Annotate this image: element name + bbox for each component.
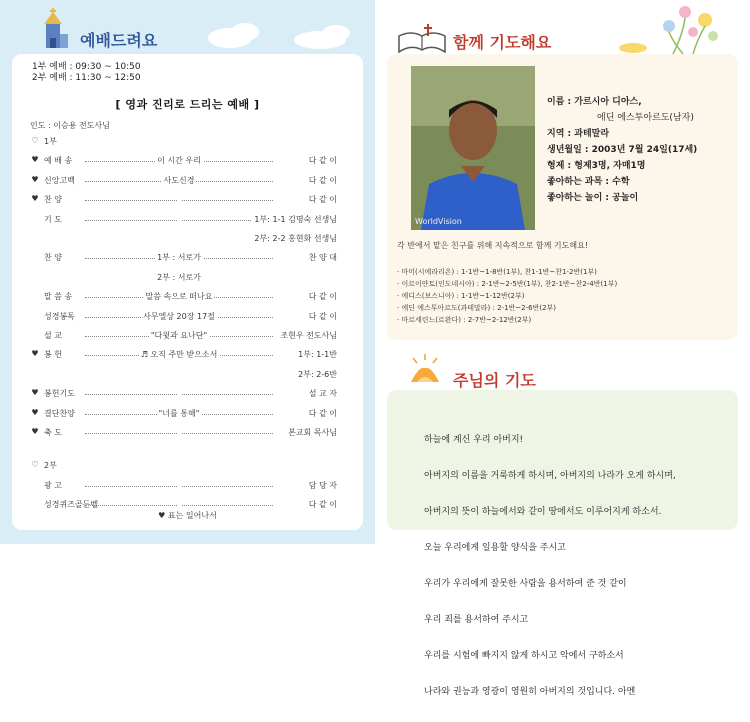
- row-content-text: 사무엘상 20장 17절: [143, 312, 215, 321]
- row-content: [85, 272, 273, 283]
- row-person: [247, 194, 337, 205]
- child-family: 형제 : 형제3명, 자매1명: [547, 161, 646, 171]
- prayer-line: 우리를 시험에 빠지지 않게 하시고 악에서 구하소서: [424, 651, 624, 661]
- row-content-text: 말씀 속으로 떠나요: [145, 292, 213, 301]
- bible-icon: [397, 24, 447, 56]
- standing-legend: ♥ 표는 일어나서: [158, 511, 217, 520]
- service-order-row: [12, 349, 363, 361]
- prayer-line: 하늘에 계신 우리 아버지!: [424, 435, 524, 445]
- row-content-text: 사도신경: [163, 176, 195, 185]
- row-content: [85, 388, 273, 397]
- service-time-2: 2부 예배 : 11:30 ~ 12:50: [32, 73, 141, 83]
- child-play: 좋아하는 놀이 : 공놀이: [547, 193, 639, 203]
- row-label: 찬 양: [44, 195, 62, 204]
- row-content: [85, 311, 273, 322]
- row-content-text: [177, 194, 181, 203]
- row-content-text: 2부 : 서로가: [157, 273, 201, 282]
- class-assignment: · 에딘 에스투아르도(과테말라) : 2-1반~2-6반(2부): [397, 304, 557, 312]
- service-order-row: [12, 194, 363, 206]
- row-person: [247, 499, 337, 510]
- row-content: [85, 499, 273, 508]
- prayer-line: 나라와 권능과 영광이 영원히 아버지의 것입니다. 아멘: [424, 687, 636, 697]
- praying-hands-icon: [405, 352, 445, 388]
- row-mark: ♥: [31, 349, 39, 358]
- row-content: [85, 330, 273, 341]
- lords-prayer-card: [387, 390, 738, 697]
- service-order-row: [12, 272, 363, 284]
- row-person-text: 본교회 목사님: [288, 428, 337, 437]
- row-label: 축 도: [44, 428, 62, 437]
- row-label: 말 씀 송: [44, 292, 73, 301]
- row-content: [85, 408, 273, 419]
- row-content-text: [177, 388, 181, 397]
- service-leader: 인도 : 이승용 전도사님: [30, 121, 110, 130]
- row-person-text: 1부: 1-1 김명숙 선생님: [254, 215, 337, 224]
- row-person: [247, 272, 337, 281]
- row-person: [247, 291, 337, 302]
- service-order-row: [12, 291, 363, 303]
- row-content-text: "다윗과 요나단": [150, 331, 208, 340]
- church-icon: [36, 8, 72, 50]
- service-order-row: [12, 460, 363, 472]
- row-content: [85, 194, 273, 203]
- row-person-text: 다 같 이: [308, 500, 337, 509]
- service-order-row: [12, 214, 363, 226]
- photo-watermark: WorldVision: [415, 217, 462, 226]
- worship-panel: [0, 0, 375, 544]
- lords-prayer-title: 주님의 기도: [453, 371, 536, 390]
- prayer-line: 아버지의 뜻이 하늘에서와 같이 땅에서도 이루어지게 하소서.: [424, 507, 662, 517]
- child-region: 지역 : 과테말라: [547, 129, 610, 139]
- service-order-row: [12, 408, 363, 420]
- row-person-text: 다 같 이: [308, 156, 337, 165]
- row-label: 봉 헌: [44, 350, 62, 359]
- class-assignment: · 이르이얀토(인도네시아) : 2-1반~2-5반(1부), 찬2-1반~찬2-4반(1부): [397, 280, 618, 288]
- row-content-text: [177, 499, 181, 508]
- row-label: 찬 양: [44, 253, 62, 262]
- row-person-text: 찬 양 대: [308, 253, 337, 262]
- row-person-text: 1부: 1-1반: [298, 350, 337, 359]
- row-person-text: 다 같 이: [308, 176, 337, 185]
- row-content-text: [177, 233, 181, 242]
- row-person: [247, 460, 337, 469]
- row-person-text: 2부: 2-6반: [298, 370, 337, 379]
- service-subtitle: [ 영과 진리로 드리는 예배 ]: [115, 98, 260, 111]
- row-mark: ♡: [31, 460, 39, 469]
- row-content: [85, 480, 273, 489]
- row-label: 2부: [44, 461, 57, 470]
- row-mark: ♥: [31, 194, 39, 203]
- child-name: 이름 : 가르시아 디아스,: [547, 97, 642, 107]
- child-birth: 생년월일 : 2003년 7월 24일(17세): [547, 145, 698, 155]
- row-person: [247, 175, 337, 186]
- row-mark: ♥: [31, 175, 39, 184]
- row-label: 설 교: [44, 331, 62, 340]
- row-content-text: [177, 369, 181, 378]
- service-order-row: [12, 155, 363, 167]
- row-mark: ♡: [31, 136, 39, 145]
- service-time-1: 1부 예배 : 09:30 ~ 10:50: [32, 62, 141, 72]
- row-content-text: [177, 427, 181, 436]
- child-subject: 좋아하는 과목 : 수학: [547, 177, 630, 187]
- service-order-row: [12, 427, 363, 439]
- prayer-line: 우리가 우리에게 잘못한 사람을 용서하여 준 것 같이: [424, 579, 627, 589]
- row-person-text: 담 당 자: [308, 481, 337, 490]
- row-person: [247, 480, 337, 491]
- prayer-request-title: 함께 기도해요: [453, 33, 552, 52]
- row-person-text: 다 같 이: [308, 292, 337, 301]
- row-person-text: 다 같 이: [308, 195, 337, 204]
- row-person: [247, 214, 337, 225]
- row-person: [247, 330, 337, 341]
- class-assignment: · 에디스(보스니아) : 1-1반~1-12반(2부): [397, 292, 525, 300]
- child-photo: [411, 66, 535, 230]
- row-person-text: 다 같 이: [308, 409, 337, 418]
- class-assignment: · 마미(시에라리온) : 1-1반~1-8반(1부), 찬1-1반~찬1-2반(1부): [397, 268, 597, 276]
- prayer-panel: [375, 0, 750, 697]
- row-content: [85, 175, 273, 186]
- flowers-icon: [613, 4, 723, 56]
- row-content-text: [177, 460, 181, 469]
- row-content: [85, 136, 273, 145]
- service-order-row: [12, 311, 363, 323]
- row-label: 기 도: [44, 215, 62, 224]
- row-person-text: 설 교 자: [308, 389, 337, 398]
- service-order-row: [12, 252, 363, 264]
- row-content: [85, 233, 273, 242]
- row-person: [247, 427, 337, 438]
- service-order-row: [12, 233, 363, 245]
- row-person: [247, 408, 337, 419]
- child-name-2: 에딘 에스투아르도(남자): [597, 113, 694, 123]
- class-assignments: [397, 266, 617, 326]
- row-person-text: 조현우 전도사님: [280, 331, 337, 340]
- row-person: [247, 311, 337, 322]
- row-label: 예 배 송: [44, 156, 73, 165]
- row-content-text: [177, 480, 181, 489]
- row-person: [247, 136, 337, 145]
- row-label: 광 고: [44, 481, 62, 490]
- row-label: 1부: [44, 137, 57, 146]
- row-label: 성경퀴즈골든벨: [44, 500, 99, 509]
- row-person: [247, 252, 337, 263]
- service-order-row: [12, 175, 363, 187]
- row-person: [247, 369, 337, 380]
- row-person: [247, 233, 337, 244]
- row-person: [247, 349, 337, 360]
- row-mark: ♥: [31, 408, 39, 417]
- row-label: 성경봉독: [44, 312, 75, 321]
- row-person-text: 다 같 이: [308, 312, 337, 321]
- service-order-row: [12, 480, 363, 492]
- row-person: [247, 388, 337, 399]
- prayer-line: 우리 죄를 용서하여 주시고: [424, 615, 529, 625]
- row-content-text: [177, 214, 181, 223]
- prayer-request-card: [387, 54, 738, 340]
- row-content: [85, 252, 273, 263]
- row-content: [85, 427, 273, 436]
- row-content-text: "너를 통해": [158, 409, 200, 418]
- service-order-row: [12, 136, 363, 148]
- order-of-service-card: [12, 54, 363, 530]
- service-order-row: [12, 369, 363, 381]
- service-order-row: [12, 330, 363, 342]
- row-content: [85, 460, 273, 469]
- service-order-row: [12, 388, 363, 400]
- row-label: 결단찬양: [44, 409, 75, 418]
- row-person-text: [335, 136, 337, 145]
- child-info: [547, 94, 697, 206]
- row-mark: ♥: [31, 388, 39, 397]
- row-person: [247, 155, 337, 166]
- lords-prayer-text: [424, 410, 676, 722]
- row-content-text: 이 시간 우리: [157, 156, 201, 165]
- row-content: [85, 291, 273, 302]
- row-mark: ♥: [31, 427, 39, 436]
- row-person-text: [335, 460, 337, 469]
- prayer-line: 오늘 우리에게 일용할 양식을 주시고: [424, 543, 566, 553]
- row-label: 봉헌기도: [44, 389, 75, 398]
- class-assignment: · 마르세린느(르완다) : 2-7반~2-12반(2부): [397, 316, 532, 324]
- row-content-text: 1부 : 서로가: [157, 253, 201, 262]
- row-mark: ♥: [31, 155, 39, 164]
- cloud-icon: [200, 20, 360, 50]
- service-times: [32, 62, 141, 84]
- row-person-text: 2부: 2-2 홍현화 선생님: [254, 234, 337, 243]
- row-content: [85, 369, 273, 378]
- row-person-text: [335, 272, 337, 281]
- row-content: [85, 155, 273, 166]
- row-content: [85, 214, 273, 223]
- row-content-text: ♬ 오직 주만 받으소서: [140, 350, 218, 359]
- worship-title: 예배드려요: [80, 31, 158, 50]
- row-label: 신앙고백: [44, 176, 75, 185]
- prayer-line: 아버지의 이름을 거룩하게 하시며, 아버지의 나라가 오게 하시며,: [424, 471, 676, 481]
- prayer-description: 각 반에서 맡은 친구를 위해 지속적으로 함께 기도해요!: [397, 241, 589, 250]
- row-content-text: [177, 136, 181, 145]
- row-content: [85, 349, 273, 360]
